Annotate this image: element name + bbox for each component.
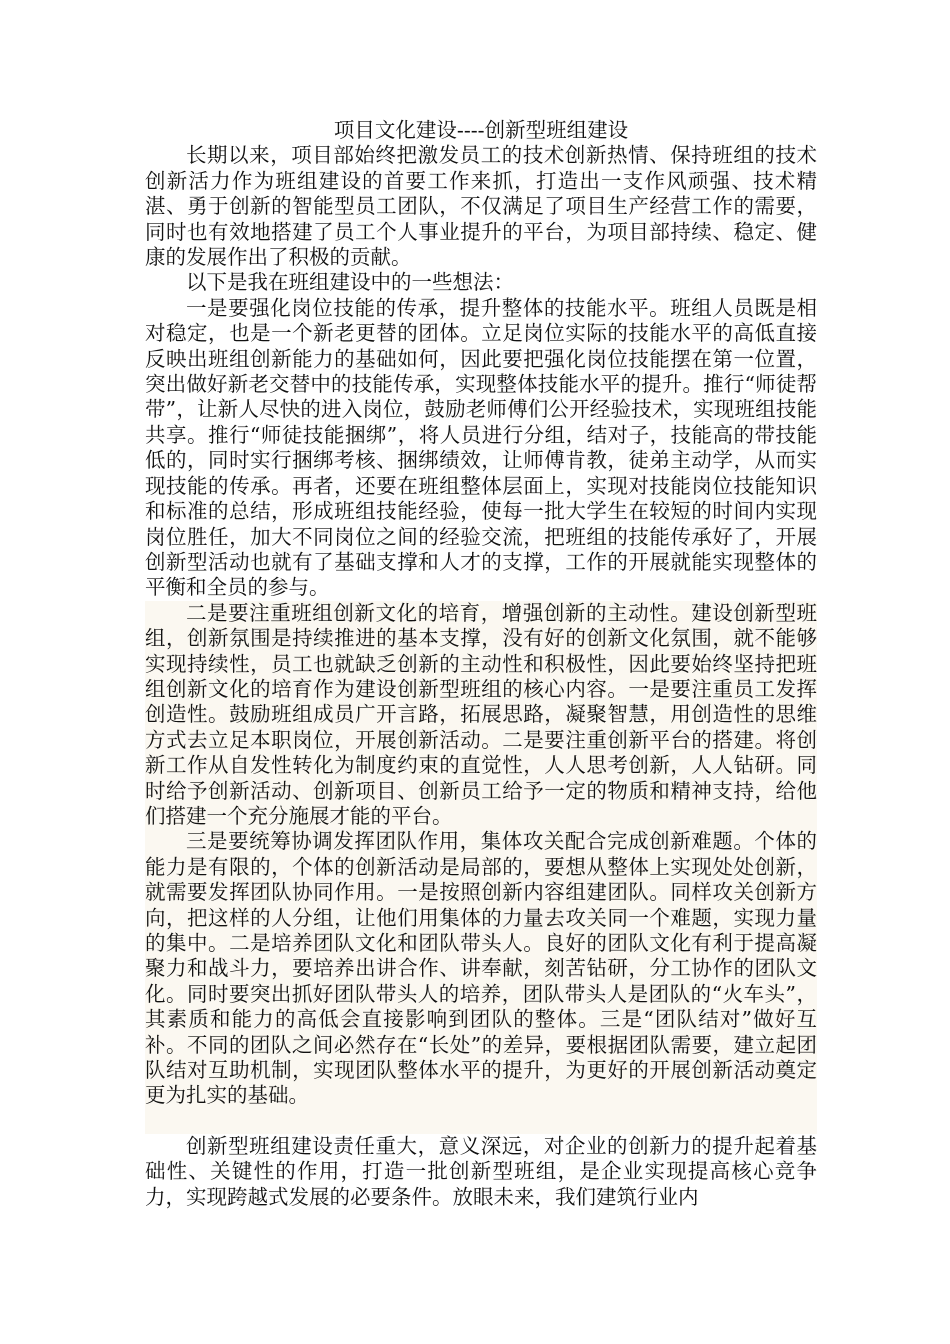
paragraph-point-two: 二是要注重班组创新文化的培育，增强创新的主动性。建设创新型班组，创新氛围是持续推进的基本支撑，没有好的创新文化氛围，就不能够实现持续性，员工也就缺乏创新的主动性和积极性，因此要始终坚持把班组创新文化的培育作为建设创新型班组的核心内容。一是要注重员工发挥创造性。鼓励班组成员广开言路，拓展思路，凝聚智慧，用创造性的思维方式去立足本职岗位，开展创新活动。二是要注重创新平台的搭建。将创新工作从自发性转化为制度约束的直觉性，人人思考创新，人人钻研。同时给予创新活动、创新项目、创新员工给予一定的物质和精神支持，给他们搭建一个充分施展才能的平台。 [145,600,817,828]
paragraph-spacer [145,1109,817,1134]
paragraph-thoughts-lead: 以下是我在班组建设中的一些想法： [186,270,514,295]
paragraph-conclusion: 创新型班组建设责任重大，意义深远，对企业的创新力的提升起着基础性、关键性的作用，打造一批创新型班组，是企业实现提高核心竞争力，实现跨越式发展的必要条件。放眼未来，我们建筑行业内 [145,1133,817,1209]
document-title: 项目文化建设----创新型班组建设 [333,118,629,142]
shaded-section [145,601,817,1134]
document-body [145,118,817,1210]
paragraph-point-three: 三是要统筹协调发挥团队作用，集体攻关配合完成创新难题。个体的能力是有限的，个体的创新活动是局部的，要想从整体上实现处处创新，就需要发挥团队协同作用。一是按照创新内容组建团队。同样攻关创新方向，把这样的人分组，让他们用集体的力量去攻关同一个难题，实现力量的集中。二是培养团队文化和团队带头人。良好的团队文化有利于提高凝聚力和战斗力，要培养出讲合作、讲奉献，刻苦钻研，分工协作的团队文化。同时要突出抓好团队带头人的培养，团队带头人是团队的“火车头”，其素质和能力的高低会直接影响到团队的整体。三是“团队结对”做好互补。不同的团队之间必然存在“长处”的差异，要根据团队需要，建立起团队结对互助机制，实现团队整体水平的提升，为更好的开展创新活动奠定更为扎实的基础。 [145,829,817,1108]
paragraph-intro: 长期以来，项目部始终把激发员工的技术创新热情、保持班组的技术创新活力作为班组建设的首要工作来抓，打造出一支作风顽强、技术精湛、勇于创新的智能型员工团队，不仅满足了项目生产经营工作的需要，同时也有效地搭建了员工个人事业提升的平台，为项目部持续、稳定、健康的发展作出了积极的贡献。 [145,143,817,270]
paragraph-point-one: 一是要强化岗位技能的传承，提升整体的技能水平。班组人员既是相对稳定，也是一个新老更替的团体。立足岗位实际的技能水平的高低直接反映出班组创新能力的基础如何，因此要把强化岗位技能摆在第一位置，突出做好新老交替中的技能传承，实现整体技能水平的提升。推行“师徒帮带”，让新人尽快的进入岗位，鼓励老师傅们公开经验技术，实现班组技能共享。推行“师徒技能捆绑”，将人员进行分组，结对子，技能高的带技能低的，同时实行捆绑考核、捆绑绩效，让师傅肯教，徒弟主动学，从而实现技能的传承。再者，还要在班组整体层面上，实现对技能岗位技能知识和标准的总结，形成班组技能经验，使每一批大学生在较短的时间内实现岗位胜任，加大不同岗位之间的经验交流，把班组的技能传承好了，开展创新型活动也就有了基础支撑和人才的支撑，工作的开展就能实现整体的平衡和全员的参与。 [145,295,817,600]
